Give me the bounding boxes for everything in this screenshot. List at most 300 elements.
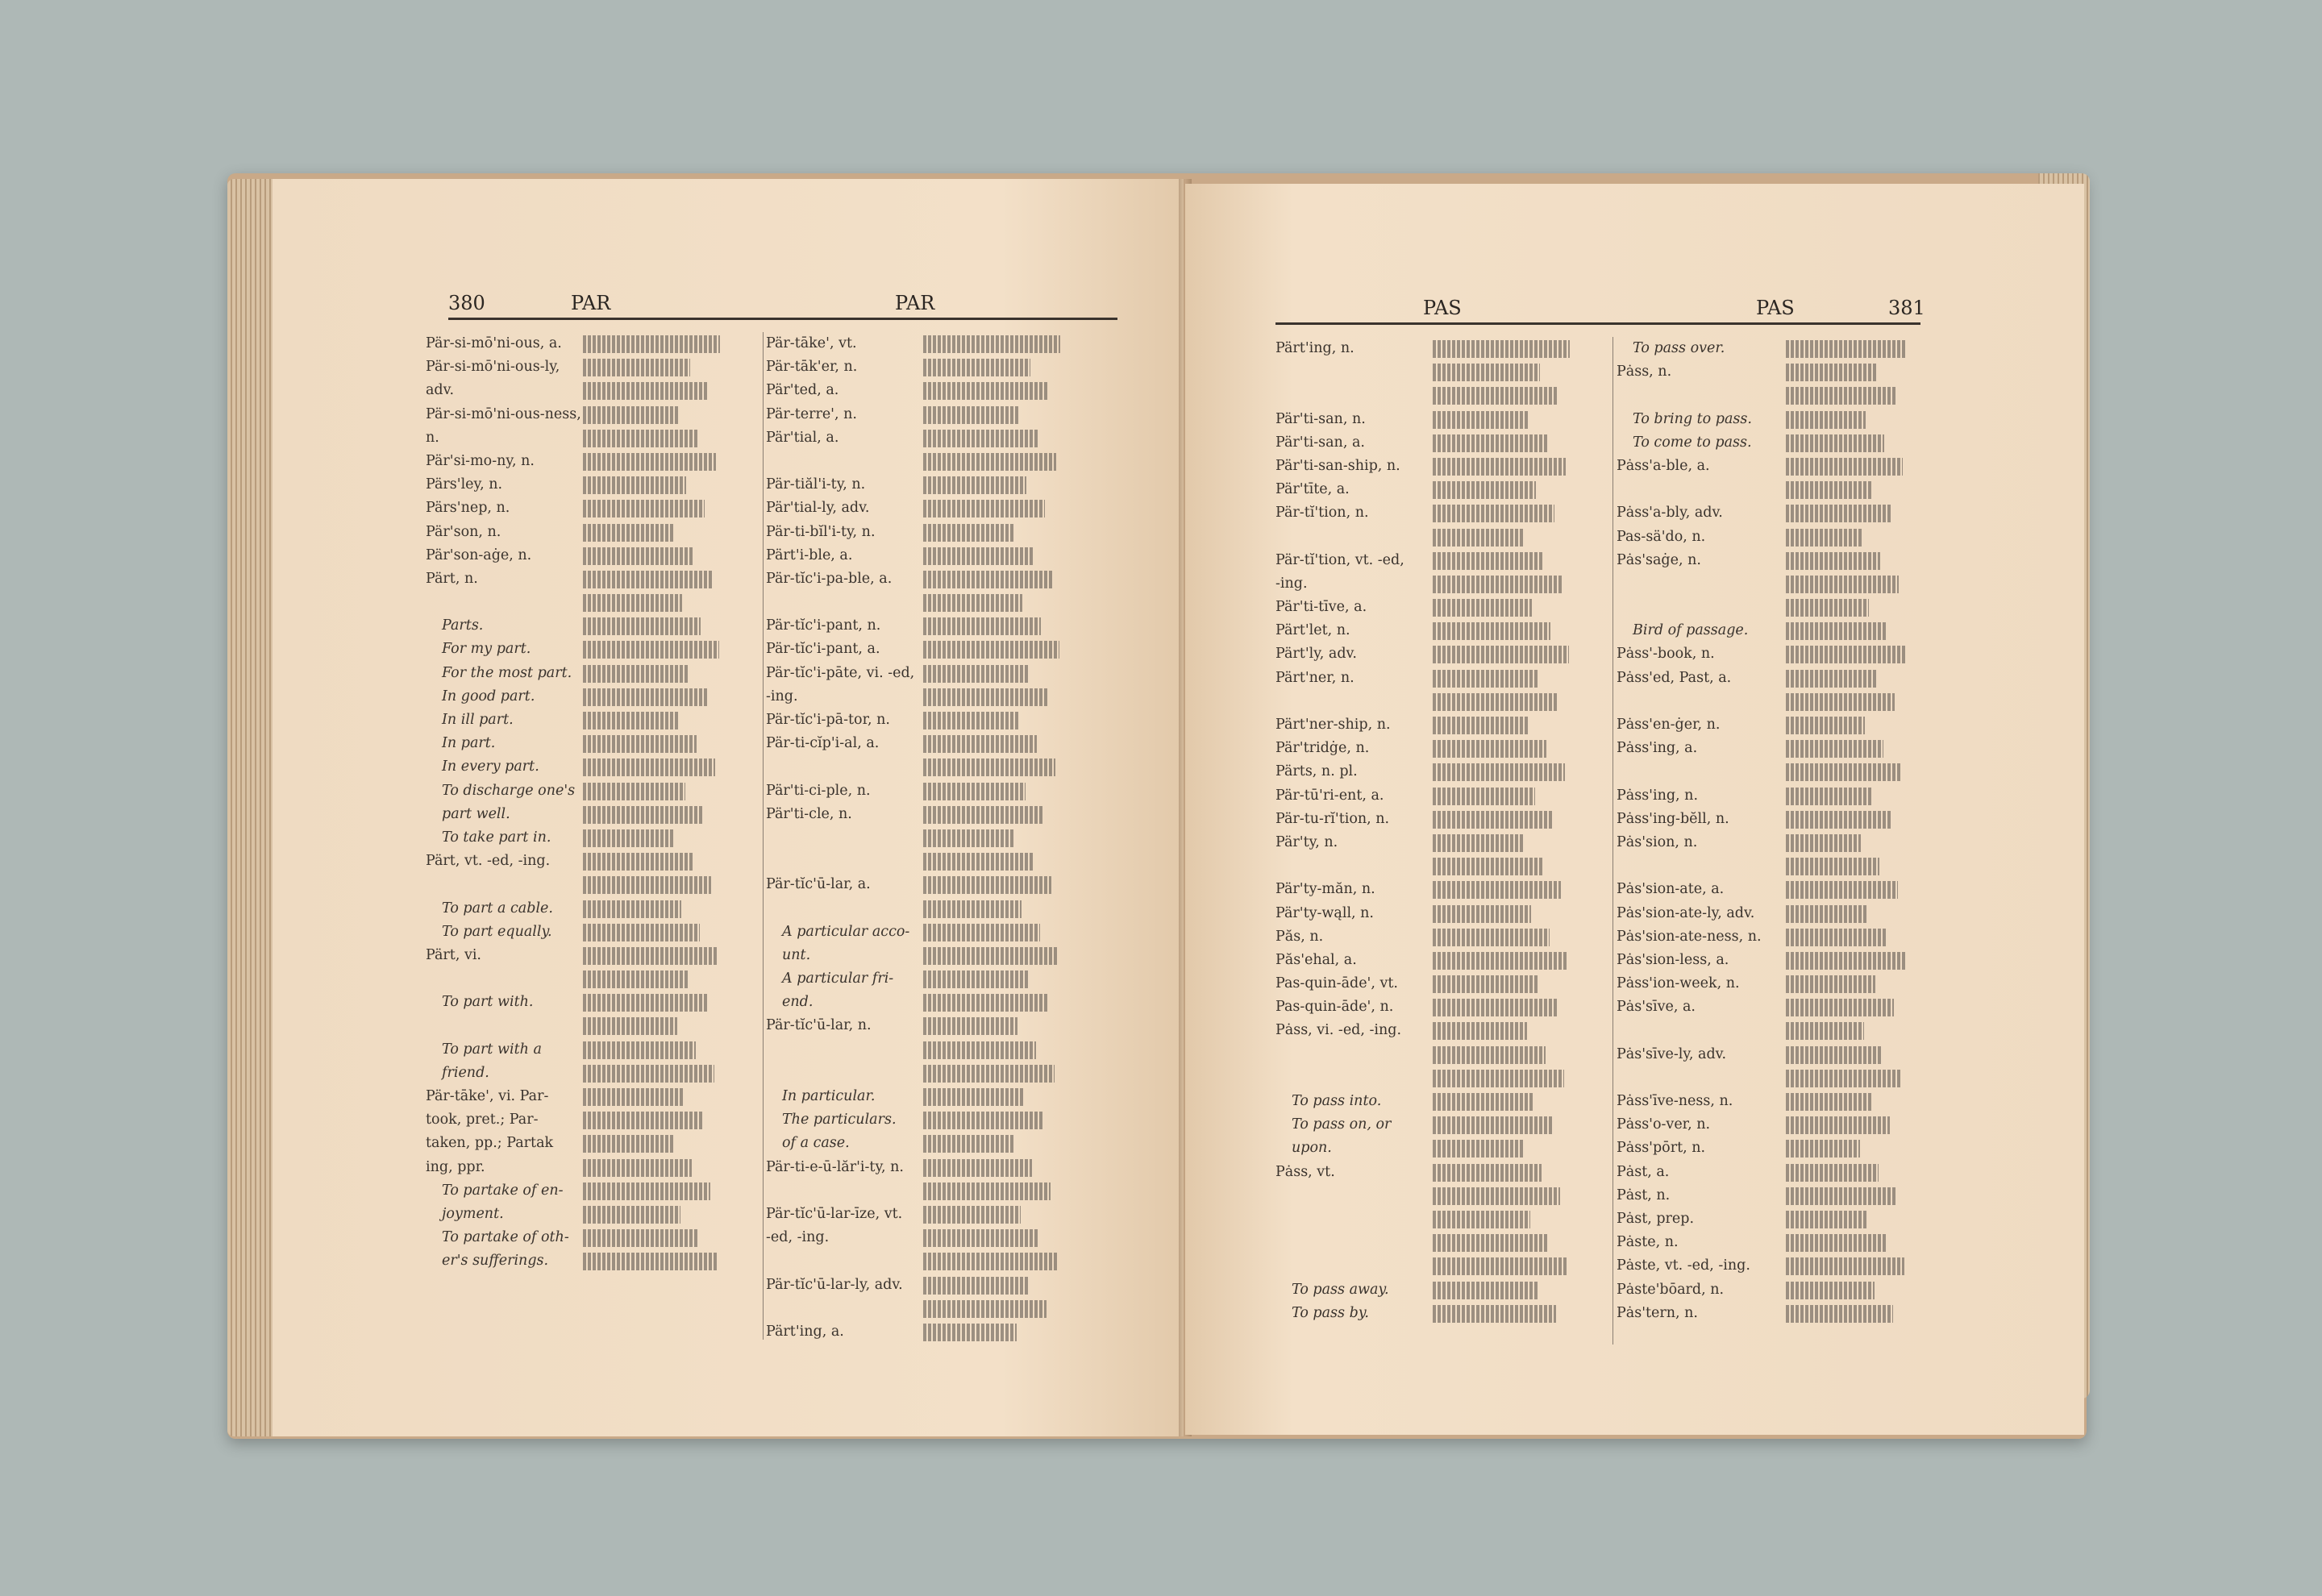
- japanese-gloss: [923, 571, 1052, 588]
- dictionary-entry: [1275, 1019, 1614, 1042]
- headword: The particulars.: [782, 1112, 897, 1128]
- japanese-gloss: [1786, 1116, 1890, 1134]
- japanese-gloss: [583, 1229, 699, 1247]
- japanese-gloss: [583, 947, 718, 965]
- japanese-gloss: [583, 571, 712, 588]
- dictionary-entry: [426, 850, 764, 873]
- japanese-gloss: [583, 524, 675, 542]
- japanese-gloss: [583, 617, 701, 635]
- dictionary-entry: [426, 544, 764, 567]
- headword: Pär-ti-e-ū-lăr'i-ty, n.: [766, 1158, 904, 1175]
- dictionary-entry: [1617, 1043, 1939, 1066]
- headword: Pär-si-mō'ni-ous, a.: [426, 335, 562, 351]
- headword: Pȧss'īve-ness, n.: [1617, 1093, 1733, 1109]
- dictionary-entry: [766, 1320, 1113, 1344]
- japanese-gloss: [1786, 1257, 1904, 1275]
- headword: Pȧss'ing-bĕll, n.: [1617, 810, 1729, 827]
- headword: Pär'ted, a.: [766, 382, 839, 399]
- dictionary-entry: [1617, 1113, 1939, 1137]
- japanese-gloss: [583, 1088, 685, 1106]
- dictionary-entry: [426, 332, 764, 355]
- dictionary-entry: [426, 1249, 764, 1273]
- dictionary-entry: [1617, 1090, 1939, 1113]
- japanese-gloss: [1433, 670, 1539, 688]
- dictionary-entry: [426, 944, 764, 967]
- dictionary-entry: [766, 1179, 1113, 1203]
- headword: Bird of passage.: [1633, 622, 1749, 639]
- japanese-gloss: [1786, 529, 1862, 547]
- dictionary-entry: [766, 921, 1113, 944]
- japanese-gloss: [923, 759, 1055, 776]
- japanese-gloss: [1786, 1164, 1879, 1182]
- headword: Pär-si-mō'ni-ous-ly,: [426, 359, 560, 376]
- headword: Pär'son, n.: [426, 523, 501, 540]
- headword: A particular acco-: [782, 923, 910, 940]
- japanese-gloss: [923, 547, 1034, 565]
- dictionary-entry: [1617, 431, 1939, 455]
- headword: Pär-tĭc'ū-lar-īze, vt.: [766, 1205, 903, 1222]
- japanese-gloss: [1433, 1187, 1560, 1205]
- header-rule: [1275, 322, 1920, 325]
- headword: Pär'ti-san, n.: [1275, 410, 1366, 427]
- headword: To pass into.: [1292, 1093, 1382, 1109]
- headword: Pärt'let, n.: [1275, 622, 1350, 639]
- headword: Pär-tĭc'i-pant, n.: [766, 617, 881, 634]
- dictionary-entry: [426, 897, 764, 921]
- headword: Pär'ti-tīve, a.: [1275, 599, 1367, 616]
- japanese-gloss: [923, 1017, 1017, 1035]
- japanese-gloss: [1433, 1116, 1553, 1134]
- headword: Pärt'i-ble, a.: [766, 547, 853, 563]
- headword: Pas-sä'do, n.: [1617, 528, 1706, 545]
- japanese-gloss: [1433, 552, 1543, 570]
- japanese-gloss: [583, 876, 711, 894]
- dictionary-entry: [1275, 784, 1614, 808]
- japanese-gloss: [1433, 481, 1536, 499]
- headword: Pȧss'a-bly, adv.: [1617, 505, 1723, 522]
- dictionary-entry: [1275, 878, 1614, 901]
- japanese-gloss: [1433, 717, 1528, 734]
- headword: ing, ppr.: [426, 1158, 485, 1175]
- japanese-gloss: [923, 1065, 1055, 1083]
- headword: Pȧss'ed, Past, a.: [1617, 669, 1732, 686]
- headword: Pȧs'sion, n.: [1617, 833, 1698, 850]
- dictionary-entry: [426, 1156, 764, 1179]
- japanese-gloss: [1786, 1070, 1901, 1087]
- japanese-gloss: [923, 382, 1049, 400]
- headword: took, pret.; Par-: [426, 1112, 539, 1128]
- left-column-1: [426, 332, 764, 1274]
- japanese-gloss: [583, 994, 707, 1012]
- headword: Pärs'ley, n.: [426, 476, 503, 493]
- japanese-gloss: [1433, 599, 1532, 617]
- japanese-gloss: [1433, 411, 1529, 429]
- headword: Pȧss, n.: [1617, 364, 1672, 380]
- dictionary-entry: [1275, 1278, 1614, 1302]
- japanese-gloss: [923, 829, 1014, 847]
- japanese-gloss: [923, 1135, 1013, 1153]
- japanese-gloss: [923, 359, 1030, 376]
- japanese-gloss: [1786, 1282, 1875, 1299]
- japanese-gloss: [1786, 999, 1894, 1016]
- japanese-gloss: [1433, 1093, 1534, 1111]
- japanese-gloss: [1433, 646, 1569, 663]
- dictionary-entry: [1617, 995, 1939, 1019]
- dictionary-entry: [1617, 478, 1939, 501]
- headword: Pȧs'saġe, n.: [1617, 551, 1701, 568]
- dictionary-entry: [1275, 549, 1614, 572]
- headword: Pär-ti-cĭp'i-al, a.: [766, 735, 880, 752]
- japanese-gloss: [923, 924, 1040, 941]
- japanese-gloss: [1786, 1211, 1867, 1228]
- headword: Pär'ti-ci-ple, n.: [766, 782, 871, 799]
- japanese-gloss: [583, 594, 682, 612]
- japanese-gloss: [923, 853, 1033, 871]
- japanese-gloss: [583, 382, 709, 400]
- dictionary-entry: [766, 685, 1113, 709]
- japanese-gloss: [1433, 788, 1535, 805]
- dictionary-entry: [426, 638, 764, 661]
- japanese-gloss: [1786, 905, 1868, 923]
- japanese-gloss: [1433, 576, 1562, 593]
- japanese-gloss: [1786, 788, 1872, 805]
- dictionary-entry: [766, 779, 1113, 803]
- dictionary-entry: [766, 426, 1113, 450]
- japanese-gloss: [583, 1041, 696, 1059]
- page-number: 380: [448, 292, 485, 314]
- japanese-gloss: [1433, 763, 1565, 781]
- column-divider: [763, 332, 764, 1340]
- japanese-gloss: [1786, 1022, 1864, 1040]
- headword: upon.: [1292, 1140, 1332, 1157]
- headword: To pass by.: [1292, 1304, 1369, 1321]
- headword: To bring to pass.: [1633, 410, 1752, 427]
- headword: taken, pp.; Partak: [426, 1135, 554, 1152]
- dictionary-entry: [766, 497, 1113, 520]
- headword: Pärt'ly, adv.: [1275, 646, 1357, 663]
- japanese-gloss: [1433, 1282, 1538, 1299]
- japanese-gloss: [923, 970, 1029, 988]
- left-column-2: [766, 332, 1113, 1344]
- dictionary-entry: [426, 1226, 764, 1249]
- headword: Pär'si-mo-ny, n.: [426, 452, 535, 469]
- dictionary-entry: [426, 873, 764, 896]
- headword: Pär'tial-ly, adv.: [766, 500, 870, 517]
- dictionary-entry: [426, 709, 764, 732]
- japanese-gloss: [1786, 881, 1898, 899]
- japanese-gloss: [1786, 340, 1907, 358]
- dictionary-entry: [766, 544, 1113, 567]
- dictionary-entry: [426, 1014, 764, 1037]
- headword: Pärt, vt. -ed, -ing.: [426, 853, 551, 870]
- dictionary-entry: [426, 1179, 764, 1203]
- headword: Pas-quin-āde', vt.: [1275, 975, 1398, 992]
- dictionary-entry: [1275, 572, 1614, 596]
- japanese-gloss: [923, 783, 1026, 800]
- dictionary-entry: [1617, 360, 1939, 384]
- headword: For the most part.: [442, 664, 572, 681]
- dictionary-entry: [1617, 831, 1939, 854]
- dictionary-entry: [766, 944, 1113, 967]
- dictionary-entry: [426, 379, 764, 402]
- headword: Pȧste, n.: [1617, 1234, 1679, 1251]
- dictionary-entry: [1275, 431, 1614, 455]
- japanese-gloss: [1786, 1305, 1893, 1323]
- headword: To come to pass.: [1633, 434, 1752, 451]
- headword: Pärs'nep, n.: [426, 500, 510, 517]
- headword: end.: [782, 994, 814, 1011]
- right-column-2: [1617, 337, 1939, 1325]
- dictionary-entry: [426, 521, 764, 544]
- headword: Pär-tĭc'ū-lar-ly, adv.: [766, 1276, 903, 1293]
- dictionary-entry: [766, 1108, 1113, 1132]
- headword: Pärt'ner, n.: [1275, 669, 1354, 686]
- headword: Pär'tial, a.: [766, 429, 839, 446]
- japanese-gloss: [583, 900, 681, 918]
- japanese-gloss: [1433, 529, 1525, 547]
- headword: Pär'ti-san-ship, n.: [1275, 457, 1400, 474]
- dictionary-entry: [766, 850, 1113, 873]
- dictionary-entry: [766, 355, 1113, 379]
- japanese-gloss: [923, 500, 1045, 517]
- japanese-gloss: [923, 1229, 1039, 1247]
- headword: In every part.: [442, 759, 539, 775]
- japanese-gloss: [923, 1253, 1058, 1270]
- japanese-gloss: [1433, 340, 1570, 358]
- japanese-gloss: [923, 1206, 1021, 1224]
- headword: Pärt, n.: [426, 570, 478, 587]
- dictionary-entry: [1275, 972, 1614, 995]
- dictionary-entry: [766, 732, 1113, 755]
- headword: Pȧste'bōard, n.: [1617, 1281, 1725, 1298]
- header-center-word: PAR: [895, 292, 935, 314]
- japanese-gloss: [923, 994, 1047, 1012]
- japanese-gloss: [1433, 975, 1538, 993]
- japanese-gloss: [1433, 458, 1566, 476]
- dictionary-entry: [766, 567, 1113, 591]
- headword: To take part in.: [442, 829, 551, 846]
- japanese-gloss: [1433, 929, 1550, 946]
- japanese-gloss: [923, 1088, 1025, 1106]
- headword: Pȧss, vi. -ed, -ing.: [1275, 1022, 1402, 1039]
- headword: Pär-tāk'er, n.: [766, 359, 858, 376]
- headword: Pär-tĭ'tion, n.: [1275, 505, 1369, 522]
- page-edges-left: [227, 179, 276, 1436]
- japanese-gloss: [1433, 622, 1550, 640]
- japanese-gloss: [583, 1253, 718, 1270]
- japanese-gloss: [583, 1206, 680, 1224]
- dictionary-entry: [1275, 1161, 1614, 1184]
- dictionary-entry: [1275, 360, 1614, 384]
- japanese-gloss: [1786, 763, 1902, 781]
- headword: Pär-tĭc'ū-lar, a.: [766, 876, 871, 893]
- headword: Pȧs'sion-ate, a.: [1617, 881, 1725, 898]
- japanese-gloss: [923, 688, 1048, 706]
- dictionary-entry: [766, 991, 1113, 1014]
- headword: In good part.: [442, 688, 535, 704]
- headword: Pär-tĭ'tion, vt. -ed,: [1275, 551, 1404, 568]
- dictionary-entry: [426, 826, 764, 850]
- dictionary-entry: [1617, 1184, 1939, 1207]
- headword: Pȧs'sion-ate-ly, adv.: [1617, 904, 1755, 921]
- headword: Pas-quin-āde', n.: [1275, 999, 1394, 1016]
- dictionary-entry: [1617, 949, 1939, 972]
- headword: A particular fri-: [782, 970, 894, 987]
- column-divider: [1612, 337, 1613, 1345]
- japanese-gloss: [583, 453, 716, 471]
- japanese-gloss: [1786, 952, 1905, 970]
- japanese-gloss: [1433, 1234, 1549, 1252]
- japanese-gloss: [1433, 387, 1558, 405]
- dictionary-entry: [766, 873, 1113, 896]
- headword: In part.: [442, 735, 496, 752]
- dictionary-entry: [766, 1156, 1113, 1179]
- japanese-gloss: [1786, 670, 1876, 688]
- headword: To pass on, or: [1292, 1116, 1392, 1133]
- headword: In particular.: [782, 1088, 876, 1104]
- dictionary-entry: [766, 826, 1113, 850]
- headword: To pass away.: [1292, 1281, 1389, 1298]
- japanese-gloss: [583, 924, 700, 941]
- headword: Pär'ti-san, a.: [1275, 434, 1365, 451]
- headword: Pärt'ing, a.: [766, 1323, 844, 1340]
- headword: To part equally.: [442, 923, 552, 940]
- headword: Pȧss, vt.: [1275, 1163, 1335, 1180]
- dictionary-entry: [1275, 713, 1614, 737]
- headword: To partake of en-: [442, 1182, 564, 1199]
- japanese-gloss: [1433, 858, 1542, 875]
- japanese-gloss: [923, 1277, 1028, 1295]
- dictionary-entry: [1617, 902, 1939, 925]
- headword: er's sufferings.: [442, 1253, 549, 1270]
- japanese-gloss: [1786, 552, 1880, 570]
- dictionary-entry: [426, 1062, 764, 1085]
- dictionary-entry: [1617, 972, 1939, 995]
- dictionary-entry: [766, 1203, 1113, 1226]
- japanese-gloss: [1433, 811, 1554, 829]
- headword: -ed, -ing.: [766, 1229, 830, 1246]
- dictionary-entry: [766, 755, 1113, 779]
- japanese-gloss: [583, 500, 705, 517]
- dictionary-entry: [766, 803, 1113, 826]
- headword: Pär-tĭc'i-pant, a.: [766, 641, 880, 658]
- dictionary-entry: [1617, 1066, 1939, 1090]
- headword: Pärts, n. pl.: [1275, 763, 1358, 780]
- japanese-gloss: [1433, 364, 1540, 381]
- dictionary-entry: [1617, 737, 1939, 760]
- headword: Pärt'ner-ship, n.: [1275, 717, 1391, 733]
- dictionary-entry: [1275, 1113, 1614, 1137]
- right-column-1: [1275, 337, 1614, 1325]
- headword: Parts.: [442, 617, 484, 634]
- dictionary-entry: [1275, 1184, 1614, 1207]
- japanese-gloss: [923, 876, 1051, 894]
- dictionary-entry: [426, 1132, 764, 1155]
- dictionary-entry: [1275, 760, 1614, 783]
- dictionary-entry: [1275, 384, 1614, 407]
- japanese-gloss: [923, 1324, 1017, 1341]
- japanese-gloss: [583, 665, 689, 683]
- headword: Pär'son-aġe, n.: [426, 547, 532, 563]
- japanese-gloss: [923, 476, 1026, 494]
- japanese-gloss: [923, 1112, 1043, 1129]
- dictionary-entry: [426, 991, 764, 1014]
- dictionary-entry: [1275, 1231, 1614, 1254]
- dictionary-entry: [1617, 642, 1939, 666]
- japanese-gloss: [1786, 740, 1883, 758]
- japanese-gloss: [583, 688, 708, 706]
- japanese-gloss: [923, 406, 1019, 424]
- dictionary-entry: [426, 755, 764, 779]
- dictionary-entry: [1275, 1043, 1614, 1066]
- dictionary-entry: [426, 732, 764, 755]
- japanese-gloss: [583, 783, 685, 800]
- japanese-gloss: [1433, 505, 1554, 522]
- headword: Pärt, vi.: [426, 946, 481, 963]
- dictionary-entry: [426, 450, 764, 473]
- headword: Pȧss'o-ver, n.: [1617, 1116, 1711, 1133]
- dictionary-entry: [1617, 925, 1939, 949]
- japanese-gloss: [1786, 622, 1887, 640]
- dictionary-entry: [766, 473, 1113, 497]
- headword: To pass over.: [1633, 340, 1725, 356]
- japanese-gloss: [1433, 693, 1558, 711]
- dictionary-entry: [426, 473, 764, 497]
- headword: To part a cable.: [442, 900, 553, 916]
- headword: Păs, n.: [1275, 928, 1324, 945]
- dictionary-entry: [1275, 455, 1614, 478]
- japanese-gloss: [923, 1159, 1032, 1177]
- dictionary-entry: [1275, 925, 1614, 949]
- japanese-gloss: [923, 947, 1059, 965]
- dictionary-entry: [1275, 1066, 1614, 1090]
- headword: Pär-terre', n.: [766, 405, 857, 422]
- dictionary-entry: [766, 662, 1113, 685]
- dictionary-entry: [426, 403, 764, 426]
- japanese-gloss: [583, 1017, 677, 1035]
- japanese-gloss: [1786, 364, 1877, 381]
- dictionary-entry: [766, 1014, 1113, 1037]
- dictionary-entry: [766, 709, 1113, 732]
- dictionary-entry: [426, 803, 764, 826]
- dictionary-entry: [766, 897, 1113, 921]
- dictionary-entry: [766, 521, 1113, 544]
- japanese-gloss: [1433, 1164, 1542, 1182]
- japanese-gloss: [583, 1112, 703, 1129]
- dictionary-entry: [766, 332, 1113, 355]
- headword: Pär-tū'ri-ent, a.: [1275, 787, 1384, 804]
- dictionary-entry: [426, 779, 764, 803]
- japanese-gloss: [1433, 952, 1568, 970]
- japanese-gloss: [923, 712, 1018, 729]
- japanese-gloss: [1786, 834, 1861, 852]
- headword: n.: [426, 429, 439, 446]
- headword: Pär'ty-wąll, n.: [1275, 904, 1374, 921]
- headword: of a case.: [782, 1135, 850, 1152]
- japanese-gloss: [1433, 834, 1524, 852]
- headword: Pȧss'en-ġer, n.: [1617, 717, 1721, 733]
- dictionary-entry: [1275, 642, 1614, 666]
- headword: Pȧs'sīve, a.: [1617, 999, 1696, 1016]
- dictionary-entry: [766, 1038, 1113, 1062]
- headword: Pärt'ing, n.: [1275, 340, 1354, 356]
- japanese-gloss: [1433, 434, 1547, 452]
- headword: To discharge one's: [442, 782, 576, 799]
- dictionary-entry: [1275, 1302, 1614, 1325]
- dictionary-entry: [1617, 501, 1939, 525]
- dictionary-entry: [1617, 667, 1939, 690]
- headword: adv.: [426, 382, 455, 399]
